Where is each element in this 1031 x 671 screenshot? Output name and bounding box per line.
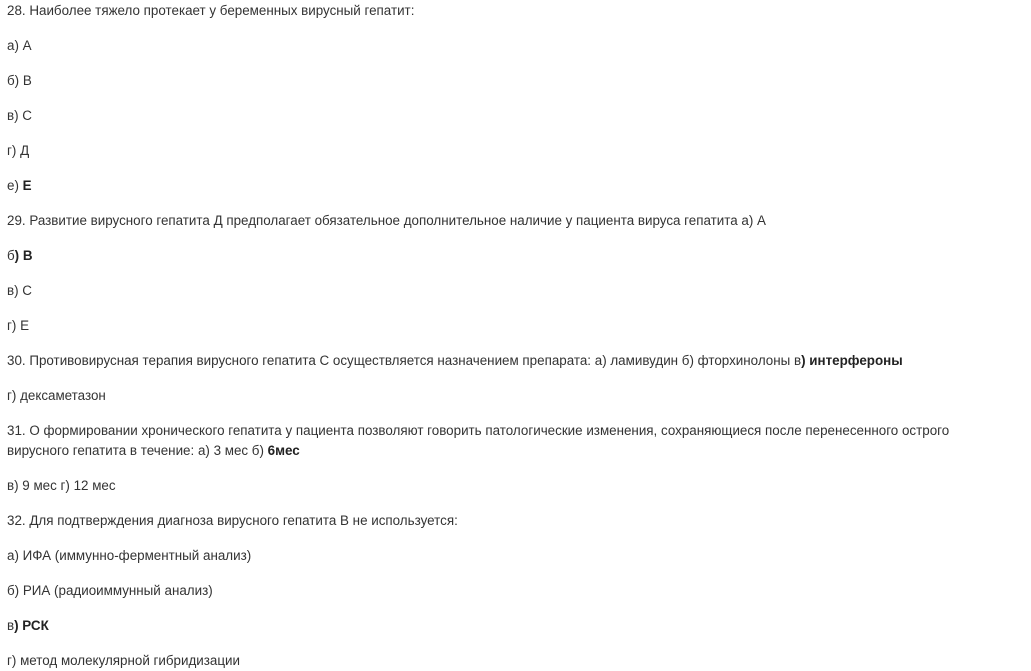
- question-30-text: 30. Противовирусная терапия вирусного гепатита С осуществляется назначением препарата: а) ламивудин б) фторхинолоны в: [7, 353, 802, 368]
- q30-answer: ) интерфероны: [801, 353, 903, 368]
- q32-option-a: а) ИФА (иммунно-ферментный анализ): [7, 548, 252, 563]
- q29-option-b-answer: ) В: [14, 248, 33, 263]
- q32-option-b: б) РИА (радиоиммунный анализ): [7, 583, 213, 598]
- q29-option-b: [7, 246, 1017, 266]
- q28-option-e-answer: Е: [22, 178, 32, 193]
- q31-answer: 6мес: [267, 443, 300, 458]
- question-32: 32. Для подтверждения диагноза вирусного гепатита В не используется:: [7, 513, 458, 528]
- q28-option-b: б) В: [7, 73, 32, 88]
- question-30: [7, 351, 1017, 371]
- question-29: 29. Развитие вирусного гепатита Д предполагает обязательное дополнительное наличие у пациента вируса гепатита а) А: [7, 213, 766, 228]
- question-31-line-1: 31. О формировании хронического гепатита у пациента позволяют говорить патологические изменения, сохраняющиеся после перенесенного острого: [7, 423, 950, 438]
- q29-option-d: г) Е: [7, 318, 29, 333]
- document-body: [7, 1, 1017, 671]
- q32-option-c-prefix: в: [7, 618, 15, 633]
- q31-options-cd: в) 9 мес г) 12 мес: [7, 478, 116, 493]
- q30-option-d: г) дексаметазон: [7, 388, 106, 403]
- question-28: 28. Наиболее тяжело протекает у беременных вирусный гепатит:: [7, 3, 415, 18]
- q28-option-a: а) А: [7, 38, 32, 53]
- q29-option-b-prefix: б: [7, 248, 15, 263]
- q29-option-c: в) С: [7, 283, 32, 298]
- question-31-line-2: [7, 441, 1017, 461]
- question-31-line-2-text: вирусного гепатита в течение: а) 3 мес б): [7, 443, 268, 458]
- q28-option-d: г) Д: [7, 143, 30, 158]
- q28-option-e-prefix: е): [7, 178, 23, 193]
- q28-option-e: [7, 176, 1017, 196]
- q32-option-d: г) метод молекулярной гибридизации: [7, 653, 240, 668]
- q32-option-c-answer: ) РСК: [14, 618, 49, 633]
- q32-option-c: [7, 616, 1017, 636]
- q28-option-c: в) С: [7, 108, 32, 123]
